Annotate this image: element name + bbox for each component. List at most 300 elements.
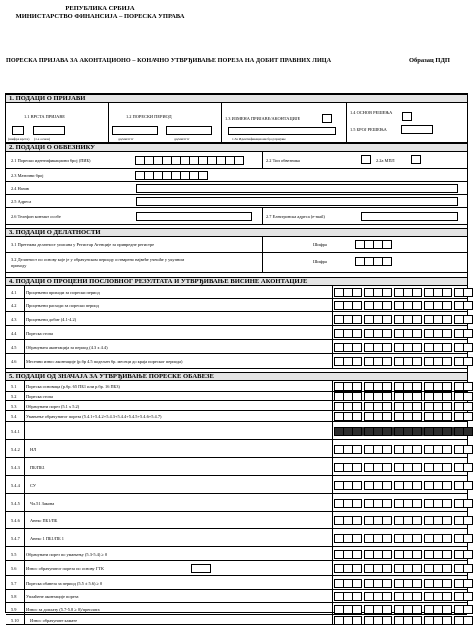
report-type-basis-field[interactable] xyxy=(33,126,65,135)
amount-digit-cell[interactable] xyxy=(382,463,392,472)
name-label: 2.4 Назив xyxy=(11,186,29,191)
amount-digit-cell[interactable] xyxy=(352,301,362,310)
amount-cells[interactable] xyxy=(335,550,473,559)
amount-digit-cell[interactable] xyxy=(442,481,452,490)
row-number: 4.1 xyxy=(11,290,17,295)
row-number: 5.4 xyxy=(11,414,17,419)
value-column-divider xyxy=(332,392,333,400)
row-number: 5.6 xyxy=(11,566,17,571)
amount-cells[interactable] xyxy=(335,616,473,625)
row-label: НЛ xyxy=(30,446,37,452)
revenue-activity-label: 3.2 Делатност по основу које је у обрачунском периоду остварено највеће учешће у укупном xyxy=(11,257,185,262)
form-code: Образац ПДП xyxy=(409,57,450,64)
value-column-divider xyxy=(332,340,333,353)
row-divider xyxy=(24,458,25,475)
mpl-label: 2.2а МПЛ xyxy=(376,158,395,163)
row-label: Обрачуната аконтација за период (4.3 x 4.4) xyxy=(26,344,108,350)
amount-digit-cell[interactable] xyxy=(412,315,422,324)
value-column-divider xyxy=(332,615,333,624)
value-column-divider xyxy=(332,561,333,575)
row-label: Анекс 1 ПБ1/ПБ 1 xyxy=(30,535,64,541)
amount-digit-cell[interactable] xyxy=(442,445,452,454)
table-row xyxy=(6,440,467,458)
row-label: Умањење обрачунатог пореза (5.4.1+5.4.2+5.4.3+5.4.4+5.4.5+5.4.6+5.4.7) xyxy=(26,414,162,419)
table-row xyxy=(6,561,467,576)
row-label: Пореска обавеза за период (5.5 ± 5.6) ≥ 0 xyxy=(26,580,103,586)
table-row xyxy=(6,299,467,312)
value-column-divider xyxy=(332,354,333,368)
table-row xyxy=(6,381,467,392)
row-label: Месечни износ аконтације (р.бр 4.5 подељен бр. месеци до краја пореског периода) xyxy=(26,359,183,364)
value-column-divider xyxy=(332,458,333,475)
main-activity-label: 3.1 Претежна делатност уписана у Регистар Агенције за привредне регистре xyxy=(11,242,155,247)
amount-digit-cell[interactable] xyxy=(442,564,452,573)
decision-basis-label: 1.4 ОСНОВ РЕШЕЊА xyxy=(350,110,393,115)
amount-cells[interactable] xyxy=(335,357,473,366)
amount-digit-cell[interactable] xyxy=(463,564,473,573)
row-divider xyxy=(24,476,25,493)
amount-digit-cell[interactable] xyxy=(412,605,422,614)
table-row xyxy=(6,494,467,512)
tax-period-label: 1.2 ПОРЕСКИ ПЕРИОД xyxy=(126,114,172,119)
amount-digit-cell[interactable] xyxy=(382,534,392,543)
row-divider xyxy=(24,576,25,589)
name-row xyxy=(6,182,467,195)
amount-cells[interactable] xyxy=(335,382,473,391)
row-divider xyxy=(24,494,25,511)
value-column-divider xyxy=(332,312,333,325)
amount-digit-cell[interactable] xyxy=(412,579,422,588)
table-row xyxy=(6,312,467,326)
table-row xyxy=(6,326,467,340)
amount-digit-cell[interactable] xyxy=(412,343,422,352)
table-row xyxy=(6,547,467,561)
tax-return-form xyxy=(5,93,468,623)
amount-digit-cell[interactable] xyxy=(352,392,362,401)
row-label: Износ за доплату (5.7-5.8 ≥ 0)/преплата xyxy=(26,606,100,612)
table-row xyxy=(6,422,467,440)
amount-digit-cell[interactable] xyxy=(412,357,422,366)
form-title: ПОРЕСКА ПРИЈАВА ЗА АКОНТАЦИОНО – КОНАЧНО УТВРЂИВАЊЕ ПОРЕЗА НА ДОБИТ ПРАВНИХ ЛИЦА xyxy=(6,57,332,64)
amount-digit-cell[interactable] xyxy=(382,481,392,490)
table-row xyxy=(6,286,467,299)
amount-digit-cell[interactable] xyxy=(463,534,473,543)
amount-cells xyxy=(335,427,473,436)
row-label: Обрачунати порез по умањењу (5.3-5.4) ≥ 0 xyxy=(26,551,108,557)
amount-cells[interactable] xyxy=(335,499,473,508)
amount-digit-cell[interactable] xyxy=(442,616,452,625)
taxpayer-type-checkbox[interactable] xyxy=(361,155,371,164)
amount-digit-cell[interactable] xyxy=(442,499,452,508)
table-row xyxy=(6,603,467,615)
pib-digit-cells[interactable] xyxy=(136,156,244,165)
amount-digit-cell[interactable] xyxy=(352,357,362,366)
address-label: 2.5 Адреса xyxy=(11,199,32,204)
row-label: Уплаћене аконтације пореза xyxy=(26,594,79,599)
report-type-code-field[interactable] xyxy=(12,126,24,135)
amount-cells[interactable] xyxy=(335,516,473,525)
row-divider xyxy=(24,340,25,353)
row-label: Обрачунати порез (5.1 x 5.2) xyxy=(26,403,80,409)
amount-digit-cell[interactable] xyxy=(352,550,362,559)
row-number: 5.9 xyxy=(11,606,17,612)
amount-digit-cell[interactable] xyxy=(442,592,452,601)
amount-digit-cell[interactable] xyxy=(382,402,392,411)
amount-cells[interactable] xyxy=(335,445,473,454)
amount-digit-cell[interactable] xyxy=(412,288,422,297)
email-label: 2.7 Електронска адреса (е-mail) xyxy=(266,214,325,219)
amount-digit-cell[interactable] xyxy=(382,357,392,366)
amount-digit-cell xyxy=(412,427,422,436)
value-column-divider xyxy=(332,299,333,311)
amount-digit-cell[interactable] xyxy=(412,481,422,490)
amount-digit-cell[interactable] xyxy=(352,463,362,472)
amount-digit-cell[interactable] xyxy=(352,402,362,411)
table-row xyxy=(6,401,467,411)
revenue-activity-row xyxy=(6,253,467,273)
period-from-caption: дд/мм/гггг xyxy=(118,137,134,141)
main-activity-code-cells[interactable] xyxy=(356,240,392,249)
amount-digit-cell[interactable] xyxy=(463,499,473,508)
amount-cells[interactable] xyxy=(335,564,473,573)
registration-number-row xyxy=(6,169,467,182)
amount-digit-cell[interactable] xyxy=(463,301,473,310)
amount-digit-cell[interactable] xyxy=(412,534,422,543)
section-2-header: 2. ПОДАЦИ О ОБВЕЗНИКУ xyxy=(6,143,467,152)
row-number: 5.2 xyxy=(11,394,17,399)
phone-field[interactable] xyxy=(136,212,252,221)
amount-digit-cell[interactable] xyxy=(412,329,422,338)
amount-digit-cell[interactable] xyxy=(442,550,452,559)
taxpayer-type-label: 2.2 Тип обвезника xyxy=(266,158,300,163)
amount-digit-cell[interactable] xyxy=(442,329,452,338)
amount-cells[interactable] xyxy=(335,605,473,614)
row-divider xyxy=(24,354,25,368)
section-1-header: 1. ПОДАЦИ О ПРИЈАВИ xyxy=(6,94,467,103)
amount-digit-cell[interactable] xyxy=(352,605,362,614)
amount-cells[interactable] xyxy=(335,392,473,401)
value-column-divider xyxy=(332,476,333,493)
amount-digit-cell[interactable] xyxy=(412,463,422,472)
row-number: 5.4.7 xyxy=(11,535,20,541)
row-divider xyxy=(24,603,25,614)
row-number: 5.4.1 xyxy=(11,428,20,434)
gtk-code-field[interactable] xyxy=(191,564,211,573)
amount-digit-cell[interactable] xyxy=(352,499,362,508)
amount-digit-cell[interactable] xyxy=(463,481,473,490)
amount-digit-cell xyxy=(442,427,452,436)
amount-cells[interactable] xyxy=(335,592,473,601)
value-column-divider xyxy=(332,547,333,560)
main-activity-code-label: Шифра xyxy=(313,242,327,247)
row-divider xyxy=(24,422,25,439)
amount-digit-cell[interactable] xyxy=(412,564,422,573)
amount-digit-cell[interactable] xyxy=(382,392,392,401)
amount-digit-cell[interactable] xyxy=(352,616,362,625)
row-divider xyxy=(24,512,25,528)
value-column-divider xyxy=(332,381,333,391)
amount-digit-cell[interactable] xyxy=(382,412,392,421)
section-4-header: 4. ПОДАЦИ О ПРОЦЕНИ ПОСЛОВНОГ РЕЗУЛТАТА И УТВРЂИВАЊЕ ВИСИНЕ АКОНТАЦИЈЕ xyxy=(6,277,467,286)
table-row xyxy=(6,392,467,401)
value-column-divider xyxy=(332,440,333,457)
amount-digit-cell[interactable] xyxy=(463,605,473,614)
email-field[interactable] xyxy=(361,212,458,221)
amount-digit-cell[interactable] xyxy=(442,343,452,352)
row-divider xyxy=(24,529,25,546)
row-number: 4.3 xyxy=(11,316,17,322)
report-type-label: 1.1 ВРСТА ПРИЈАВЕ xyxy=(24,114,65,119)
name-field[interactable] xyxy=(136,184,458,193)
amount-digit-cell[interactable] xyxy=(463,288,473,297)
pib-label: 2.1 Порески идентификациони број (ПИБ) xyxy=(11,158,91,163)
amount-digit-cell[interactable] xyxy=(442,463,452,472)
row-label: Пореска стопа xyxy=(26,394,53,399)
amount-digit-cell[interactable] xyxy=(463,343,473,352)
row-label: Чл.51 Закона xyxy=(30,500,55,506)
row-divider xyxy=(24,381,25,391)
amount-digit-cell[interactable] xyxy=(463,616,473,625)
report-change-checkbox[interactable] xyxy=(322,114,332,123)
table-row xyxy=(6,615,467,625)
amount-cells[interactable] xyxy=(335,412,473,421)
period-from-field[interactable] xyxy=(112,126,158,135)
amount-digit-cell[interactable] xyxy=(382,343,392,352)
row-number: 5.4.5 xyxy=(11,500,20,506)
amount-digit-cell[interactable] xyxy=(412,301,422,310)
amount-cells[interactable] xyxy=(335,481,473,490)
decision-basis-checkbox[interactable] xyxy=(402,112,412,121)
period-to-caption: дд/мм/гггг xyxy=(174,137,190,141)
value-column-divider xyxy=(332,590,333,602)
amount-digit-cell[interactable] xyxy=(382,616,392,625)
amount-digit-cell[interactable] xyxy=(352,592,362,601)
phone-label: 2.6 Телефон контакт особе xyxy=(11,214,61,219)
amount-digit-cell[interactable] xyxy=(352,315,362,324)
amount-digit-cell[interactable] xyxy=(412,499,422,508)
amount-digit-cell xyxy=(352,427,362,436)
row-divider xyxy=(24,561,25,575)
amount-digit-cell[interactable] xyxy=(382,592,392,601)
table-row xyxy=(6,576,467,590)
row-number: 5.1 xyxy=(11,384,17,389)
row-label: Анекс ПБ1/ПБ xyxy=(30,518,58,523)
contact-row xyxy=(6,208,467,225)
row-divider xyxy=(24,401,25,410)
amount-digit-cell[interactable] xyxy=(382,329,392,338)
section-3-header: 3. ПОДАЦИ О ДЕЛАТНОСТИ xyxy=(6,228,467,237)
table-row xyxy=(6,354,467,369)
table-row xyxy=(6,476,467,494)
row-number: 5.8 xyxy=(11,594,17,599)
amount-digit-cell[interactable] xyxy=(442,516,452,525)
amount-digit-cell[interactable] xyxy=(463,382,473,391)
amount-digit-cell[interactable] xyxy=(463,402,473,411)
row-label: Износ обрачунатог пореза по основу ГТК xyxy=(26,566,104,571)
row-label: Износ обрачунате камате xyxy=(30,617,78,623)
amount-digit-cell[interactable] xyxy=(352,329,362,338)
value-column-divider xyxy=(332,401,333,410)
row-number: 5.5 xyxy=(11,551,17,557)
amount-digit-cell[interactable] xyxy=(463,516,473,525)
value-column-divider xyxy=(332,512,333,528)
amount-digit-cell[interactable] xyxy=(442,392,452,401)
amount-digit-cell[interactable] xyxy=(382,550,392,559)
row-label: Процењени расходи за порески период xyxy=(26,303,99,308)
amount-digit-cell[interactable] xyxy=(442,301,452,310)
table-row xyxy=(6,411,467,422)
amount-digit-cell[interactable] xyxy=(412,516,422,525)
row-divider xyxy=(24,615,25,624)
amount-digit-cell[interactable] xyxy=(352,288,362,297)
amount-digit-cell[interactable] xyxy=(382,516,392,525)
amount-digit-cell[interactable] xyxy=(442,402,452,411)
amount-digit-cell[interactable] xyxy=(352,534,362,543)
value-column-divider xyxy=(332,494,333,511)
amount-cells[interactable] xyxy=(335,579,473,588)
address-field[interactable] xyxy=(136,197,458,206)
value-column-divider xyxy=(332,603,333,614)
registration-number-cells[interactable] xyxy=(136,171,208,180)
address-row xyxy=(6,195,467,208)
amount-digit-cell[interactable] xyxy=(412,445,422,454)
revenue-activity-code-label: Шифра xyxy=(313,259,327,264)
table-row xyxy=(6,512,467,529)
amount-digit-cell[interactable] xyxy=(352,481,362,490)
amount-digit-cell[interactable] xyxy=(412,550,422,559)
value-column-divider xyxy=(332,529,333,546)
amount-digit-cell[interactable] xyxy=(442,288,452,297)
amount-digit-cell[interactable] xyxy=(382,288,392,297)
report-id-field[interactable] xyxy=(228,127,336,135)
amount-digit-cell[interactable] xyxy=(352,564,362,573)
amount-digit-cell[interactable] xyxy=(442,534,452,543)
amount-cells[interactable] xyxy=(335,315,473,324)
amount-digit-cell[interactable] xyxy=(412,592,422,601)
row-divider xyxy=(24,590,25,602)
report-type-code-caption: (шифра врсте) xyxy=(8,137,30,141)
taxpayer-pib-row xyxy=(6,152,467,169)
amount-digit-cell xyxy=(382,427,392,436)
amount-digit-cell[interactable] xyxy=(352,516,362,525)
amount-digit-cell[interactable] xyxy=(382,382,392,391)
amount-digit-cell[interactable] xyxy=(352,579,362,588)
row-number: 4.5 xyxy=(11,344,17,350)
amount-digit-cell[interactable] xyxy=(382,315,392,324)
amount-digit-cell[interactable] xyxy=(442,382,452,391)
header-ministry: МИНИСТАРСТВО ФИНАНСИЈА – ПОРЕСКА УПРАВА xyxy=(15,13,185,20)
amount-digit-cell[interactable] xyxy=(382,499,392,508)
amount-cells[interactable] xyxy=(335,463,473,472)
amount-digit-cell[interactable] xyxy=(382,301,392,310)
amount-cells[interactable] xyxy=(335,301,473,310)
decision-number-label: 1.5 БРОЈ РЕШЕЊА xyxy=(350,127,387,132)
row-divider xyxy=(24,326,25,339)
amount-digit-cell[interactable] xyxy=(382,605,392,614)
amount-digit-cell[interactable] xyxy=(442,357,452,366)
amount-digit-cell[interactable] xyxy=(463,592,473,601)
row-divider xyxy=(24,392,25,400)
amount-cells[interactable] xyxy=(335,402,473,411)
row-number: 5.7 xyxy=(11,580,17,586)
amount-cells[interactable] xyxy=(335,329,473,338)
main-activity-row xyxy=(6,237,467,253)
amount-digit-cell[interactable] xyxy=(412,392,422,401)
amount-digit-cell[interactable] xyxy=(463,357,473,366)
row-divider xyxy=(24,299,25,311)
row-divider xyxy=(24,411,25,421)
amount-digit-cell[interactable] xyxy=(352,412,362,421)
value-column-divider xyxy=(332,411,333,421)
table-row xyxy=(6,340,467,354)
value-column-divider xyxy=(332,422,333,439)
amount-digit-cell[interactable] xyxy=(412,616,422,625)
amount-digit-cell[interactable] xyxy=(382,579,392,588)
amount-digit-cell[interactable] xyxy=(463,392,473,401)
row-divider xyxy=(24,547,25,560)
amount-digit-cell[interactable] xyxy=(463,579,473,588)
amount-digit-cell xyxy=(463,427,473,436)
amount-digit-cell[interactable] xyxy=(382,445,392,454)
registration-number-label: 2.3 Матични број xyxy=(11,173,44,178)
row-label: ПБ/ПБ1 xyxy=(30,464,45,470)
row-number: 5.4.6 xyxy=(11,518,20,523)
authority-header xyxy=(0,5,200,21)
row-number: 5.4.4 xyxy=(11,482,20,488)
row-divider xyxy=(24,286,25,298)
table-row xyxy=(6,458,467,476)
row-label: Процењени добит (4.1-4.2) xyxy=(26,316,77,322)
row-number: 5.3 xyxy=(11,403,17,409)
row-label: Процењени приходи за порески период xyxy=(26,290,100,295)
amount-digit-cell[interactable] xyxy=(352,445,362,454)
revenue-activity-code-cells[interactable] xyxy=(356,257,392,266)
amount-cells[interactable] xyxy=(335,343,473,352)
amount-digit-cell[interactable] xyxy=(463,315,473,324)
amount-digit-cell[interactable] xyxy=(463,550,473,559)
value-column-divider xyxy=(332,326,333,339)
amount-digit-cell[interactable] xyxy=(463,412,473,421)
amount-digit-cell[interactable] xyxy=(442,412,452,421)
amount-digit-cell[interactable] xyxy=(463,329,473,338)
mpl-checkbox[interactable] xyxy=(411,155,421,164)
amount-digit-cell[interactable] xyxy=(442,579,452,588)
section-5-header: 5. ПОДАЦИ ОД ЗНАЧАЈА ЗА УТВРЂИВАЊЕ ПОРЕСКЕ ОБАВЕЗЕ xyxy=(6,372,467,381)
amount-digit-cell[interactable] xyxy=(382,564,392,573)
amount-digit-cell[interactable] xyxy=(463,463,473,472)
amount-digit-cell[interactable] xyxy=(463,445,473,454)
amount-digit-cell[interactable] xyxy=(352,343,362,352)
row-number: 5.10 xyxy=(11,617,19,623)
amount-cells[interactable] xyxy=(335,534,473,543)
amount-digit-cell[interactable] xyxy=(352,382,362,391)
decision-number-field[interactable] xyxy=(401,125,433,134)
row-number: 5.4.2 xyxy=(11,446,20,452)
value-column-divider xyxy=(332,286,333,298)
period-to-field[interactable] xyxy=(166,126,212,135)
row-number: 4.2 xyxy=(11,303,17,308)
amount-digit-cell[interactable] xyxy=(442,315,452,324)
report-id-caption: 1.3а Идентификациони број пријаве xyxy=(232,137,286,141)
amount-digit-cell[interactable] xyxy=(412,402,422,411)
row-number: 5.4.3 xyxy=(11,464,20,470)
amount-digit-cell[interactable] xyxy=(442,605,452,614)
amount-digit-cell[interactable] xyxy=(412,382,422,391)
row-divider xyxy=(24,440,25,457)
report-type-basis-caption: (1.а основ) xyxy=(34,137,51,141)
amount-cells[interactable] xyxy=(335,288,473,297)
amount-digit-cell[interactable] xyxy=(412,412,422,421)
